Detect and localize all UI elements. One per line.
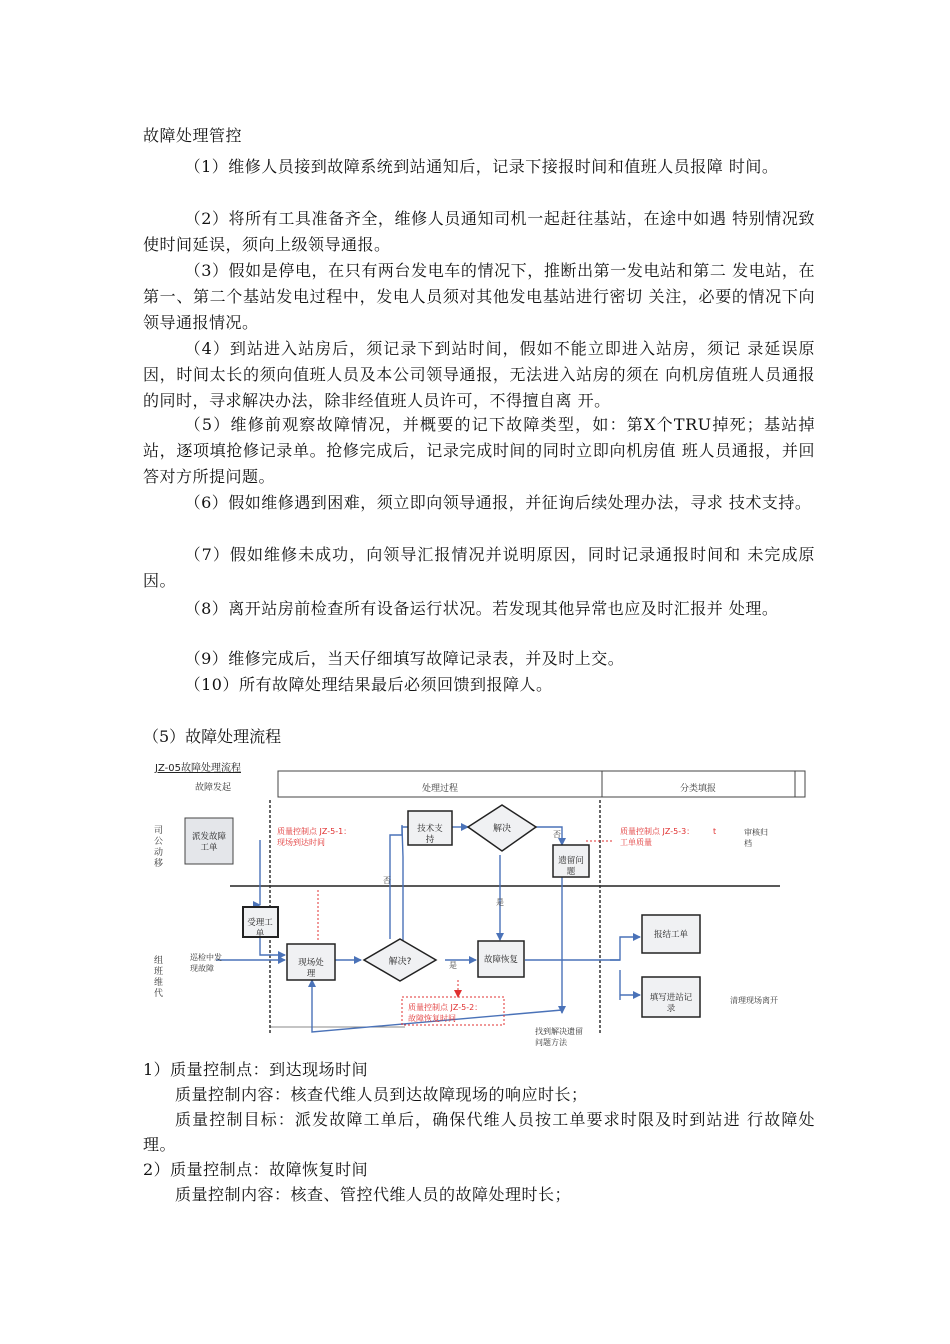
review-archive-label: 审核归档 <box>744 828 768 848</box>
paragraph-2: （2）将所有工具准备齐全，维修人员通知司机一起赶往基站，在途中如遇 特别情况致使时间延误，须向上级领导通报。 <box>143 209 815 254</box>
col-origin-header: 故障发起 <box>195 783 232 793</box>
tech-support-label: 技术支持 <box>417 824 443 845</box>
qc-note-1: 质量控制点 JZ-5-1：现场到达时间 <box>277 827 352 847</box>
paragraph-3: （3）假如是停电，在只有两台发电车的情况下，推断出第一发电站和第二 发电站，在第一、第二个基站发电过程中，发电人员须对其他发电基站进行密切 关注，必要的情况下向领导通报情况。 <box>143 261 815 332</box>
quality-item-2-title: 2）质量控制点：故障恢复时间 <box>143 1160 369 1179</box>
fault-flowchart <box>140 755 820 1055</box>
paragraph-7: （7）假如维修未成功，向领导汇报情况并说明原因，同时记录通报时间和 未完成原因。 <box>143 545 815 590</box>
paragraph-5: （5）维修前观察故障情况，并概要的记下故障类型，如：第X个TRU掉死；基站掉站，逐项填抢修记录单。抢修完成后，记录完成时间的同时立即向机房值 班人员通报，并回答对方所提问题。 <box>143 415 815 486</box>
paragraph-4: （4）到站进入站房后，须记录下到站时间，假如不能立即进入站房，须记 录延误原因，时间太长的须向值班人员及本公司领导通报，无法进入站房的须在 向机房值班人员通报的同时，寻求解决办法，除非经值班人员许可，不得擅自离 开。 <box>143 339 815 410</box>
patrol-found-label: 巡检中发现故障 <box>190 953 222 973</box>
quality-item-1-target: 质量控制目标：派发故障工单后，确保代维人员按工单要求时限及时到站进 行故障处理。 <box>143 1110 815 1154</box>
lane-company: 司公动移 <box>154 826 164 869</box>
lane-team: 组班维代 <box>154 956 164 999</box>
resolve-diamond-top-label: 解决 <box>492 824 512 834</box>
close-ticket-label: 报结工单 <box>653 930 689 940</box>
quality-item-2-content: 质量控制内容：核查、管控代维人员的故障处理时长； <box>175 1185 572 1204</box>
entry-record-label: 填写进站记录 <box>649 993 693 1014</box>
paragraph-1: （1）维修人员接到故障系统到站通知后，记录下接报时间和值班人员报障 时间。 <box>184 157 779 176</box>
label-no-2: 否 <box>553 830 561 839</box>
quality-item-1-content: 质量控制内容：核查代维人员到达故障现场的响应时长； <box>175 1085 588 1104</box>
onsite-handling-label: 现场处理 <box>298 958 324 979</box>
col-process-header: 处理过程 <box>421 784 459 794</box>
flowchart-title: JZ-05故障处理流程 <box>155 763 241 774</box>
paragraph-10: （10）所有故障处理结果最后必须回馈到报障人。 <box>184 675 553 694</box>
paragraph-8: （8）离开站房前检查所有设备运行状况。若发现其他异常也应及时汇报并 处理。 <box>184 599 779 618</box>
accept-ticket-label: 受理工单 <box>247 918 273 939</box>
header-band <box>278 771 805 797</box>
find-solution-label: 找到解决遗留问题方法 <box>535 1027 583 1047</box>
section-title: （5）故障处理流程 <box>143 727 282 746</box>
col-report-header: 分类填报 <box>679 784 717 794</box>
fault-recovery-label: 故障恢复 <box>483 955 519 965</box>
remaining-issue-label: 遗留问题 <box>558 856 584 877</box>
label-yes-2: 是 <box>449 961 457 970</box>
label-no-1: 否 <box>383 876 391 885</box>
dispatch-ticket-label: 派发故障工单 <box>191 832 227 853</box>
quality-item-1-title: 1）质量控制点：到达现场时间 <box>143 1060 369 1079</box>
label-yes-1: 是 <box>496 898 504 907</box>
resolved-diamond-label: 解决? <box>388 957 412 967</box>
paragraph-9: （9）维修完成后，当天仔细填写故障记录表，并及时上交。 <box>184 649 625 668</box>
qc-note-2: 质量控制点 JZ-5-2：故障恢复时间 <box>408 1003 483 1023</box>
doc-title: 故障处理管控 <box>143 126 243 145</box>
clean-leave-label: 清理现场离开 <box>730 996 778 1005</box>
qc-note-3: 质量控制点 JZ-5-3：工单质量 <box>620 827 695 847</box>
qc-t-marker: t <box>713 827 717 836</box>
paragraph-6: （6）假如维修遇到困难，须立即向领导通报，并征询后续处理办法，寻求 技术支持。 <box>184 493 812 512</box>
